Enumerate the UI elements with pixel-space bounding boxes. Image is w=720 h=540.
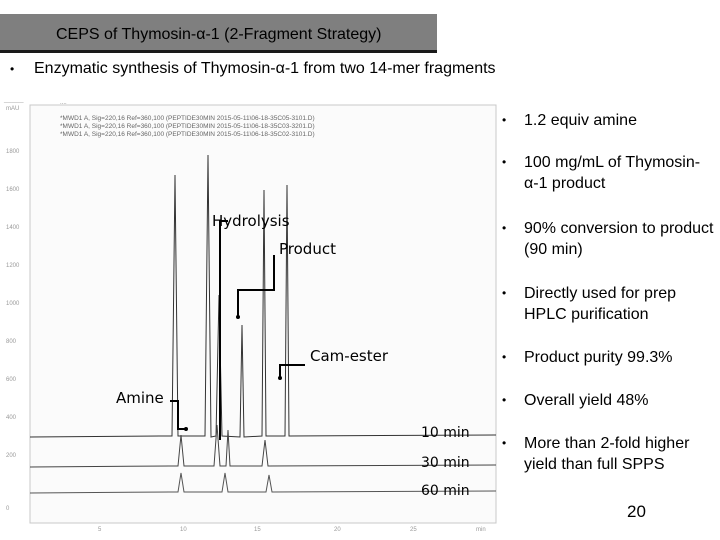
legend-line-3: *MWD1 A, Sig=220,16 Ref=360,100 (PEPTIDE30MIN 2015-05-11\06-18-35C02-3101.D) bbox=[60, 131, 315, 138]
chart-header-scan: _____ bbox=[4, 96, 24, 103]
y-tick-1200: 1200 bbox=[6, 263, 20, 269]
trace-time-10min: 10 min bbox=[421, 425, 470, 441]
trace-time-30min: 30 min bbox=[421, 455, 470, 471]
cam-ester-pointer-dot-icon bbox=[278, 376, 282, 380]
y-tick-600: 600 bbox=[6, 377, 17, 383]
bullet-dot-icon: • bbox=[502, 221, 507, 235]
amine-label: Amine bbox=[116, 389, 164, 407]
slide-title: CEPS of Thymosin-α-1 (2-Fragment Strategy) bbox=[56, 26, 382, 43]
x-tick-5: 5 bbox=[98, 527, 102, 532]
chart-header-text: .... bbox=[60, 100, 67, 106]
y-tick-800: 800 bbox=[6, 339, 17, 345]
bullet-dot-icon: • bbox=[502, 393, 507, 407]
cam-ester-label: Cam-ester bbox=[310, 347, 389, 365]
bullet-text: Product purity 99.3% bbox=[524, 349, 673, 366]
y-tick-400: 400 bbox=[6, 415, 17, 421]
bullet-dot-icon: • bbox=[502, 286, 507, 300]
page-number: 20 bbox=[627, 502, 646, 521]
legend-line-2: *MWD1 A, Sig=220,16 Ref=360,100 (PEPTIDE30MIN 2015-05-11\06-18-35C03-3201.D) bbox=[60, 123, 315, 130]
amine-pointer-dot-icon bbox=[184, 427, 188, 431]
bullet-dot-icon: • bbox=[502, 350, 507, 364]
bullet-text: 1.2 equiv amine bbox=[524, 112, 637, 129]
product-pointer-dot-icon bbox=[236, 315, 240, 319]
x-tick-25: 25 bbox=[410, 527, 417, 532]
bullet-text: 90% conversion to product (90 min) bbox=[524, 220, 714, 258]
product-label: Product bbox=[279, 240, 336, 258]
hydrolysis-label: Hydrolysis bbox=[212, 212, 290, 230]
y-tick-0: 0 bbox=[6, 506, 10, 512]
bullet-dot-icon: • bbox=[502, 155, 507, 169]
bullet-dot-icon: • bbox=[10, 61, 15, 76]
subtitle-text: Enzymatic synthesis of Thymosin-α-1 from two 14-mer fragments bbox=[34, 60, 496, 77]
y-tick-1600: 1600 bbox=[6, 187, 20, 193]
x-tick-10: 10 bbox=[180, 527, 187, 532]
bullet-dot-icon: • bbox=[502, 436, 507, 450]
bullet-text: 100 mg/mL of Thymosin-α-1 product bbox=[524, 154, 701, 192]
y-tick-1400: 1400 bbox=[6, 225, 20, 231]
legend-line-1: *MWD1 A, Sig=220,16 Ref=360,100 (PEPTIDE30MIN 2015-05-11\06-18-35C05-3101.D) bbox=[60, 115, 315, 122]
y-tick-1000: 1000 bbox=[6, 301, 20, 307]
x-tick-min: min bbox=[476, 527, 486, 532]
axis-unit-label: mAU bbox=[6, 106, 20, 112]
y-tick-200: 200 bbox=[6, 453, 17, 459]
x-tick-15: 15 bbox=[254, 527, 261, 532]
bullet-dot-icon: • bbox=[502, 113, 507, 127]
bullet-text: More than 2-fold higher yield than full SPPS bbox=[524, 435, 690, 473]
y-tick-1800: 1800 bbox=[6, 149, 20, 155]
slide-subtitle bbox=[10, 60, 496, 78]
bullet-text: Directly used for prep HPLC purification bbox=[524, 285, 677, 323]
trace-time-60min: 60 min bbox=[421, 483, 470, 499]
x-tick-20: 20 bbox=[334, 527, 341, 532]
bullet-text: Overall yield 48% bbox=[524, 392, 649, 409]
